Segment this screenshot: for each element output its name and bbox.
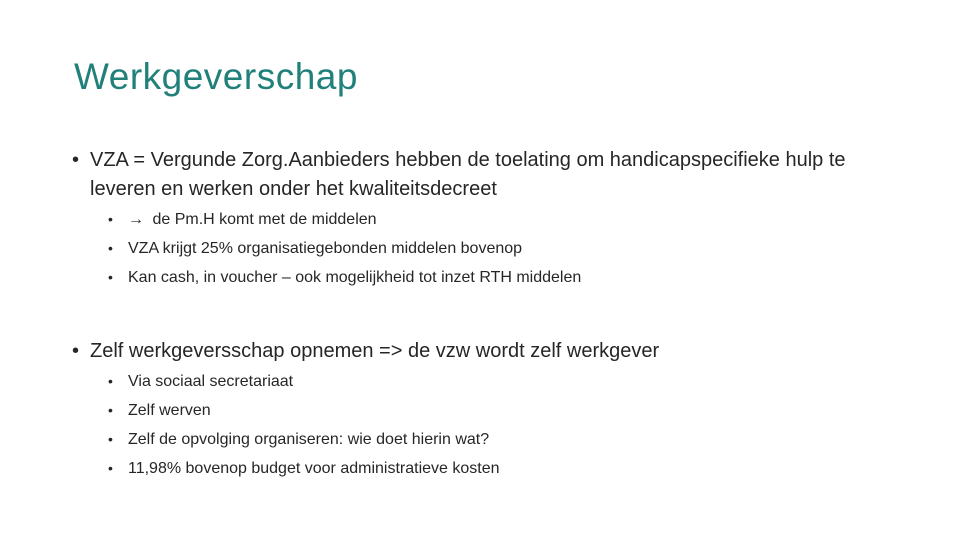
sub-bullet-zelf-werven [108, 396, 908, 425]
sub-bullet-vza-25 [108, 234, 908, 263]
bullet-zelf-werkgeverschap [72, 337, 910, 366]
sub-bullet-opvolging [108, 425, 908, 454]
bullet-marker: • [108, 431, 113, 447]
sub-bullet-text: Zelf werven [128, 402, 211, 419]
arrow-right-icon: → [128, 211, 144, 228]
sub-bullet-sociaal-secretariaat [108, 367, 908, 396]
slide-title: Werkgeverschap [74, 56, 358, 97]
bullet-vza-text: VZA = Vergunde Zorg.Aanbieders hebben de toelating om handicapspecifieke hulp te leveren en werken onder het kwaliteitsdecreet [90, 149, 846, 200]
bullet-marker: • [108, 373, 113, 389]
bullet-marker: • [108, 460, 113, 476]
sub-bullet-text: 11,98% bovenop budget voor administratieve kosten [128, 460, 500, 477]
sub-bullet-pmh [108, 205, 908, 234]
bullet-marker: • [72, 149, 80, 171]
sub-bullet-text: VZA krijgt 25% organisatiegebonden middelen bovenop [128, 240, 523, 257]
sub-bullet-text: Via sociaal secretariaat [128, 373, 294, 390]
sub-bullet-text: de Pm.H komt met de middelen [152, 211, 377, 228]
sub-bullet-text: Kan cash, in voucher – ook mogelijkheid tot inzet RTH middelen [128, 269, 582, 286]
bullet-vza [72, 146, 910, 204]
bullet-marker: • [108, 211, 113, 227]
sub-bullet-cash [108, 263, 908, 292]
bullet-marker: • [108, 402, 113, 418]
bullet-marker: • [108, 240, 113, 256]
bullet-marker: • [108, 269, 113, 285]
bullet-zelf-text: Zelf werkgeversschap opnemen => de vzw wordt zelf werkgever [90, 340, 660, 362]
sub-bullet-text: Zelf de opvolging organiseren: wie doet hierin wat? [128, 431, 490, 448]
sub-bullet-administratieve-kosten [108, 454, 908, 483]
bullet-marker: • [72, 340, 80, 362]
